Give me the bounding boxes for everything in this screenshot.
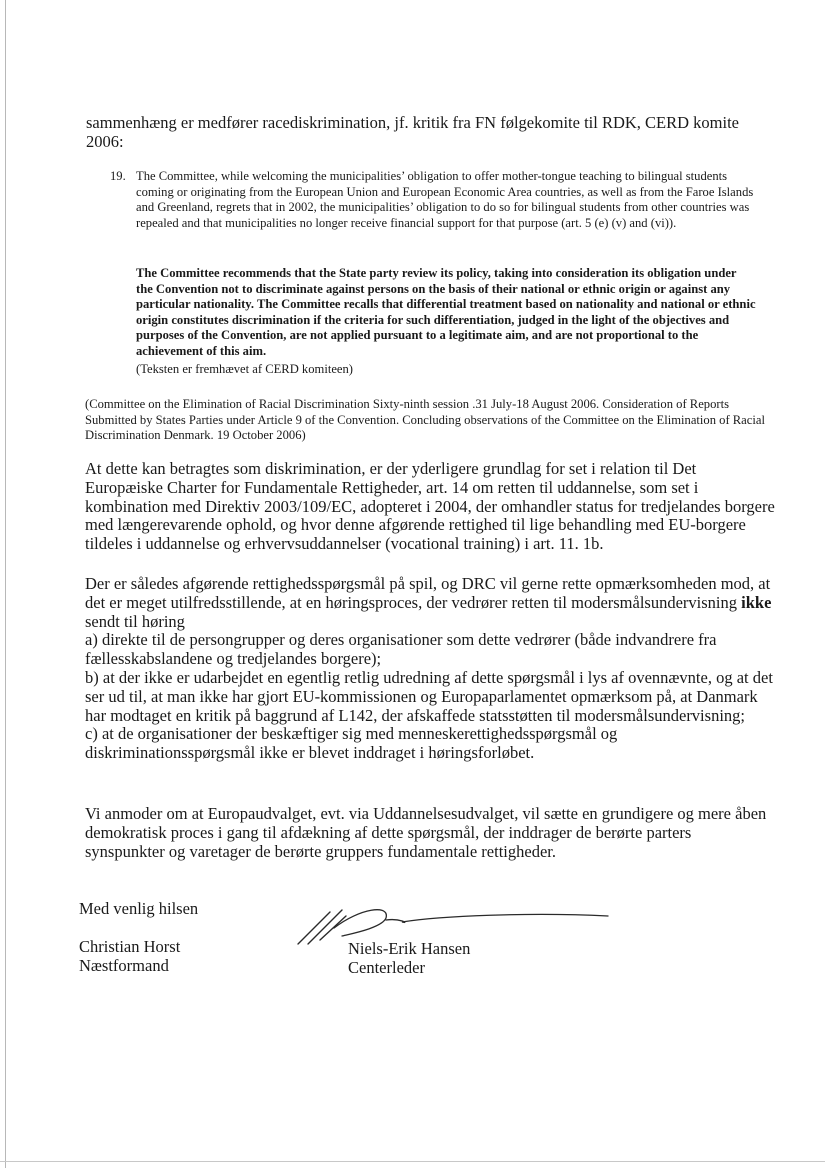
intro-paragraph: sammenhæng er medfører racediskrimination, jf. kritik fra FN følgekomite til RDK, CERD komite 2006: — [86, 113, 739, 151]
citation: (Committee on the Elimination of Racial Discrimination Sixty-ninth session .31 July-18 August 2006. Consideration of Reports Submitted by States Parties under Article 9 of the Convention. Concluding observations of the Committee on the Elimination of Racial Discrimination Denmark. 19 October 2006) — [85, 397, 765, 442]
quote-item-number: 19. — [110, 169, 126, 183]
paragraph-request: Vi anmoder om at Europaudvalget, evt. via Uddannelsesudvalget, vil sætte en grundigere og mere åben demokratisk proces i gang til afdækning af dette spørgsmål, der inddrager de berørte parters synspunkter og varetager de berørte gruppers fundamentale rettigheder. — [85, 804, 767, 861]
quote-recommendation: The Committee recommends that the State party review its policy, taking into consideration its obligation under the Convention not to discriminate against persons on the basis of their national or ethnic origin or against any particular nationality. The Committee recalls that differential treatment based on nationality and national or ethnic origin constitutes discrimination if the criteria for such differentiation, judged in the light of the objectives and purposes of the Convention, are not applied pursuant to a legitimate aim, and are not proportional to the achievement of this aim. — [136, 266, 756, 358]
closing-greeting: Med venlig hilsen — [79, 899, 199, 918]
signer-right — [348, 940, 470, 978]
scan-edge-bottom — [0, 1161, 825, 1162]
quote-body: The Committee, while welcoming the municipalities’ obligation to offer mother-tongue teaching to bilingual students coming or originating from the European Union and European Economic Area countries, as well as from the Faroe Islands and Greenland, regrets that in 2002, the municipalities’ obligation to do so for bilingual students from other countries was repealed and that municipalities no longer receive financial support for that purpose (art. 5 (e) (v) and (vi)). — [136, 169, 754, 230]
paragraph-charter: At dette kan betragtes som diskrimination, er der yderligere grundlag for set i relation til Det Europæiske Charter for Fundamentale Rettigheder, art. 14 om retten til uddannelse, som set i kombination med Direktiv 2003/109/EC, adopteret i 2004, der omhandler status for tredjelandes borgere med længerevarende ophold, og hvor denne afgørende rettighed til lige behandling med EU-borgere tildeles i uddannelse og erhvervsuddannelser (vocational training) i art. 11. 1b. — [85, 459, 775, 554]
signer-left-name: Christian Horst — [79, 937, 181, 956]
hearing-lead-before: Der er således afgørende rettighedsspørgsmål på spil, og DRC vil gerne rette opmærksomheden mod, at det er meget utilfredsstillende, at en høringsproces, der vedrører retten til modersmålsundervisning — [85, 574, 771, 612]
signer-right-name: Niels-Erik Hansen — [348, 939, 471, 958]
signer-left — [79, 938, 180, 976]
emphasis-note: (Teksten er fremhævet af CERD komiteen) — [136, 362, 353, 376]
scan-edge-left — [5, 0, 6, 1168]
paragraph-hearing — [85, 575, 775, 763]
hearing-lead-bold: ikke — [741, 592, 772, 612]
signer-left-title: Næstformand — [79, 955, 169, 975]
signer-right-title: Centerleder — [348, 957, 425, 977]
hearing-item-b: b) at der ikke er udarbejdet en egentlig retlig udredning af dette spørgsmål i lys af ovennævnte, og at det ser ud til, at man ikke har gjort EU-kommissionen og Europaparlamentet opmærksom på, at Danmark har modtaget en kritik på baggrund af L142, der afskaffede statsstøtten til modersmålsundervisning; — [85, 667, 773, 725]
hearing-item-c: c) at de organisationer der beskæftiger sig med menneskerettighedsspørgsmål og diskriminationsspørgsmål ikke er blevet inddraget i høringsforløbet. — [85, 724, 618, 763]
hearing-item-a: a) direkte til de persongrupper og deres organisationer som dette vedrører (både indvandrere fra fællesskabslandene og tredjelandes borgere); — [85, 630, 717, 669]
hearing-lead-after: sendt til høring — [85, 611, 185, 631]
